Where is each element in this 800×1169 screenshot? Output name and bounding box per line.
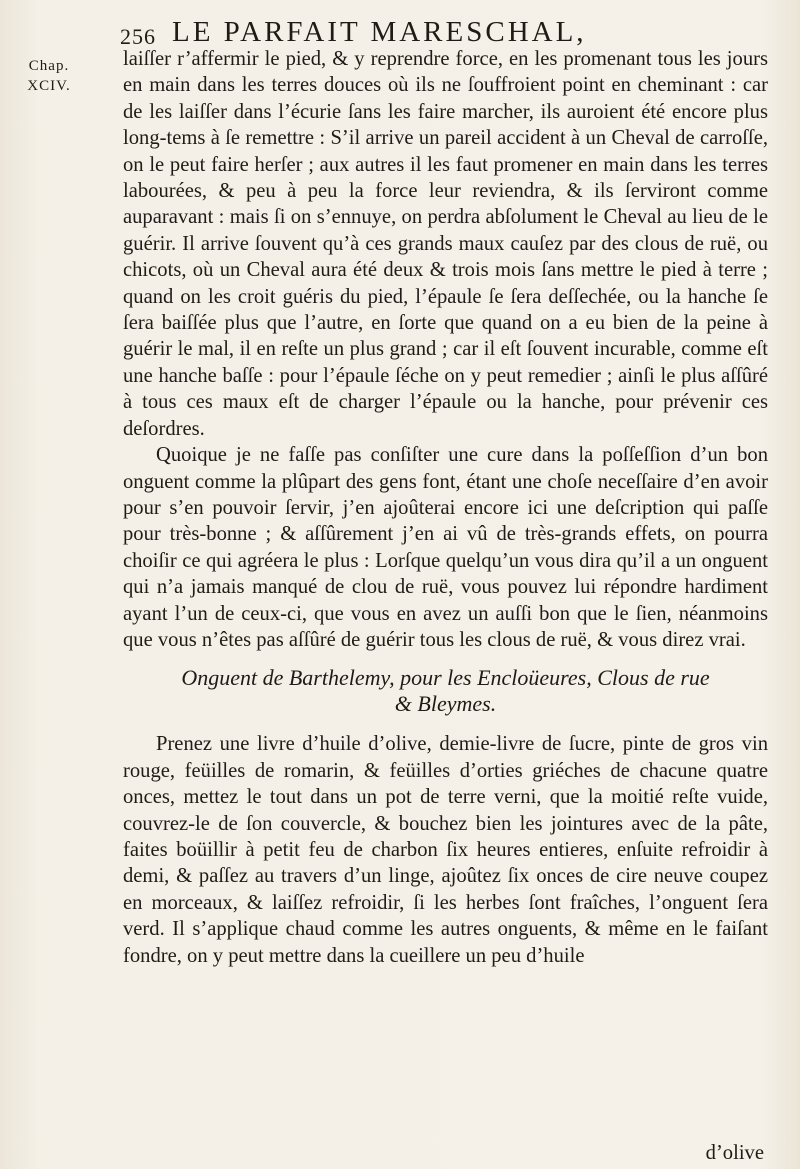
body-text <box>123 46 768 969</box>
chapter-margin-note <box>14 56 84 96</box>
catchword: d’olive <box>705 1142 764 1164</box>
running-title: LE PARFAIT MARESCHAL, <box>172 16 587 48</box>
page-number: 256 <box>120 24 156 49</box>
margin-note-chapter-label: Chap. <box>28 58 70 74</box>
paragraph-recipe: Prenez une livre d’huile d’olive, demie-livre de ſucre, pinte de gros vin rouge, feüilles de romarin, & feüilles d’orties griéches de chacune quatre onces, mettez le tout dans un pot de terre verni, que la moitié reſte vuide, couvrez-le de ſon couvercle, & bouchez bien les jointures avec de la pâte, faites boüillir à petit feu de charbon ſix heures entieres, enſuite refroidir à demi, & paſſez au travers d’un linge, ajoûtez ſix onces de cire neuve coupez en morceaux, & laiſſez refroidir, ſi les herbes ſont fraîches, l’onguent ſera verd. Il s’applique chaud comme les autres onguents, & même en le faiſant fondre, on y peut mettre dans la cueillere un peu d’huile <box>123 733 768 967</box>
margin-note-chapter-number: XCIV. <box>27 78 71 94</box>
paragraph-onguent-intro: Quoique je ne faſſe pas conſiſter une cure dans la poſſeſſion d’un bon onguent comme la plûpart des gens font, étant une choſe neceſſaire d’en avoir pour s’en pouvoir ſervir, j’en ajoûterai encore ici une deſcription qui paſſe pour très-bonne ; & aſſûrement j’en ai vû de très-grands effets, on pourra choiſir ce qui agréera le plus : Lorſque quelqu’un vous dira qu’il a un onguent qui n’a jamais manqué de clou de ruë, vous pouvez lui répondre hardiment ayant l’un de ceux-ci, que vous en avez un auſſi bon que le ſien, néanmoins que vous n’êtes pas aſſûré de guérir tous les clous de ruë, & vous direz vrai. <box>123 444 768 651</box>
recipe-heading <box>123 665 768 717</box>
recipe-heading-line-1: Onguent de Barthelemy, pour les Encloüeures, Clous de rue <box>181 665 710 691</box>
recipe-heading-line-2: & Bleymes. <box>394 691 497 717</box>
paragraph-continuation: laiſſer r’affermir le pied, & y reprendre force, en les promenant tous les jours en main dans les terres douces où ils ne ſouffroient point en cheminant : car de les laiſſer dans l’écurie ſans les faire marcher, ils auroient été encore plus long-tems à ſe remettre : S’il arrive un pareil accident à un Cheval de carroſſe, on le peut faire herſer ; aux autres il les faut promener en main dans les terres labourées, & peu à peu la force leur reviendra, & ils ſerviront comme auparavant : mais ſi on s’ennuye, on perdra abſolument le Cheval au lieu de le guérir. Il arrive ſouvent qu’à ces grands maux cauſez par des clous de ruë, ou chicots, où un Cheval aura été deux & trois mois ſans mettre le pied à terre ; quand on les croit guéris du pied, l’épaule ſe ſera deſſechée, ou la hanche ſe ſera baiſſée plus que l’autre, en ſorte que quand on a eu bien de la peine à guérir le mal, il en reſte un plus grand ; car il eſt ſouvent incurable, comme eſt une hanche baſſe : pour l’épaule ſéche on y peut remedier ; ainſi le plus aſſûré à tous ces maux eſt de charger l’épaule ou la hanche, pour prévenir ces deſordres. <box>123 48 768 440</box>
